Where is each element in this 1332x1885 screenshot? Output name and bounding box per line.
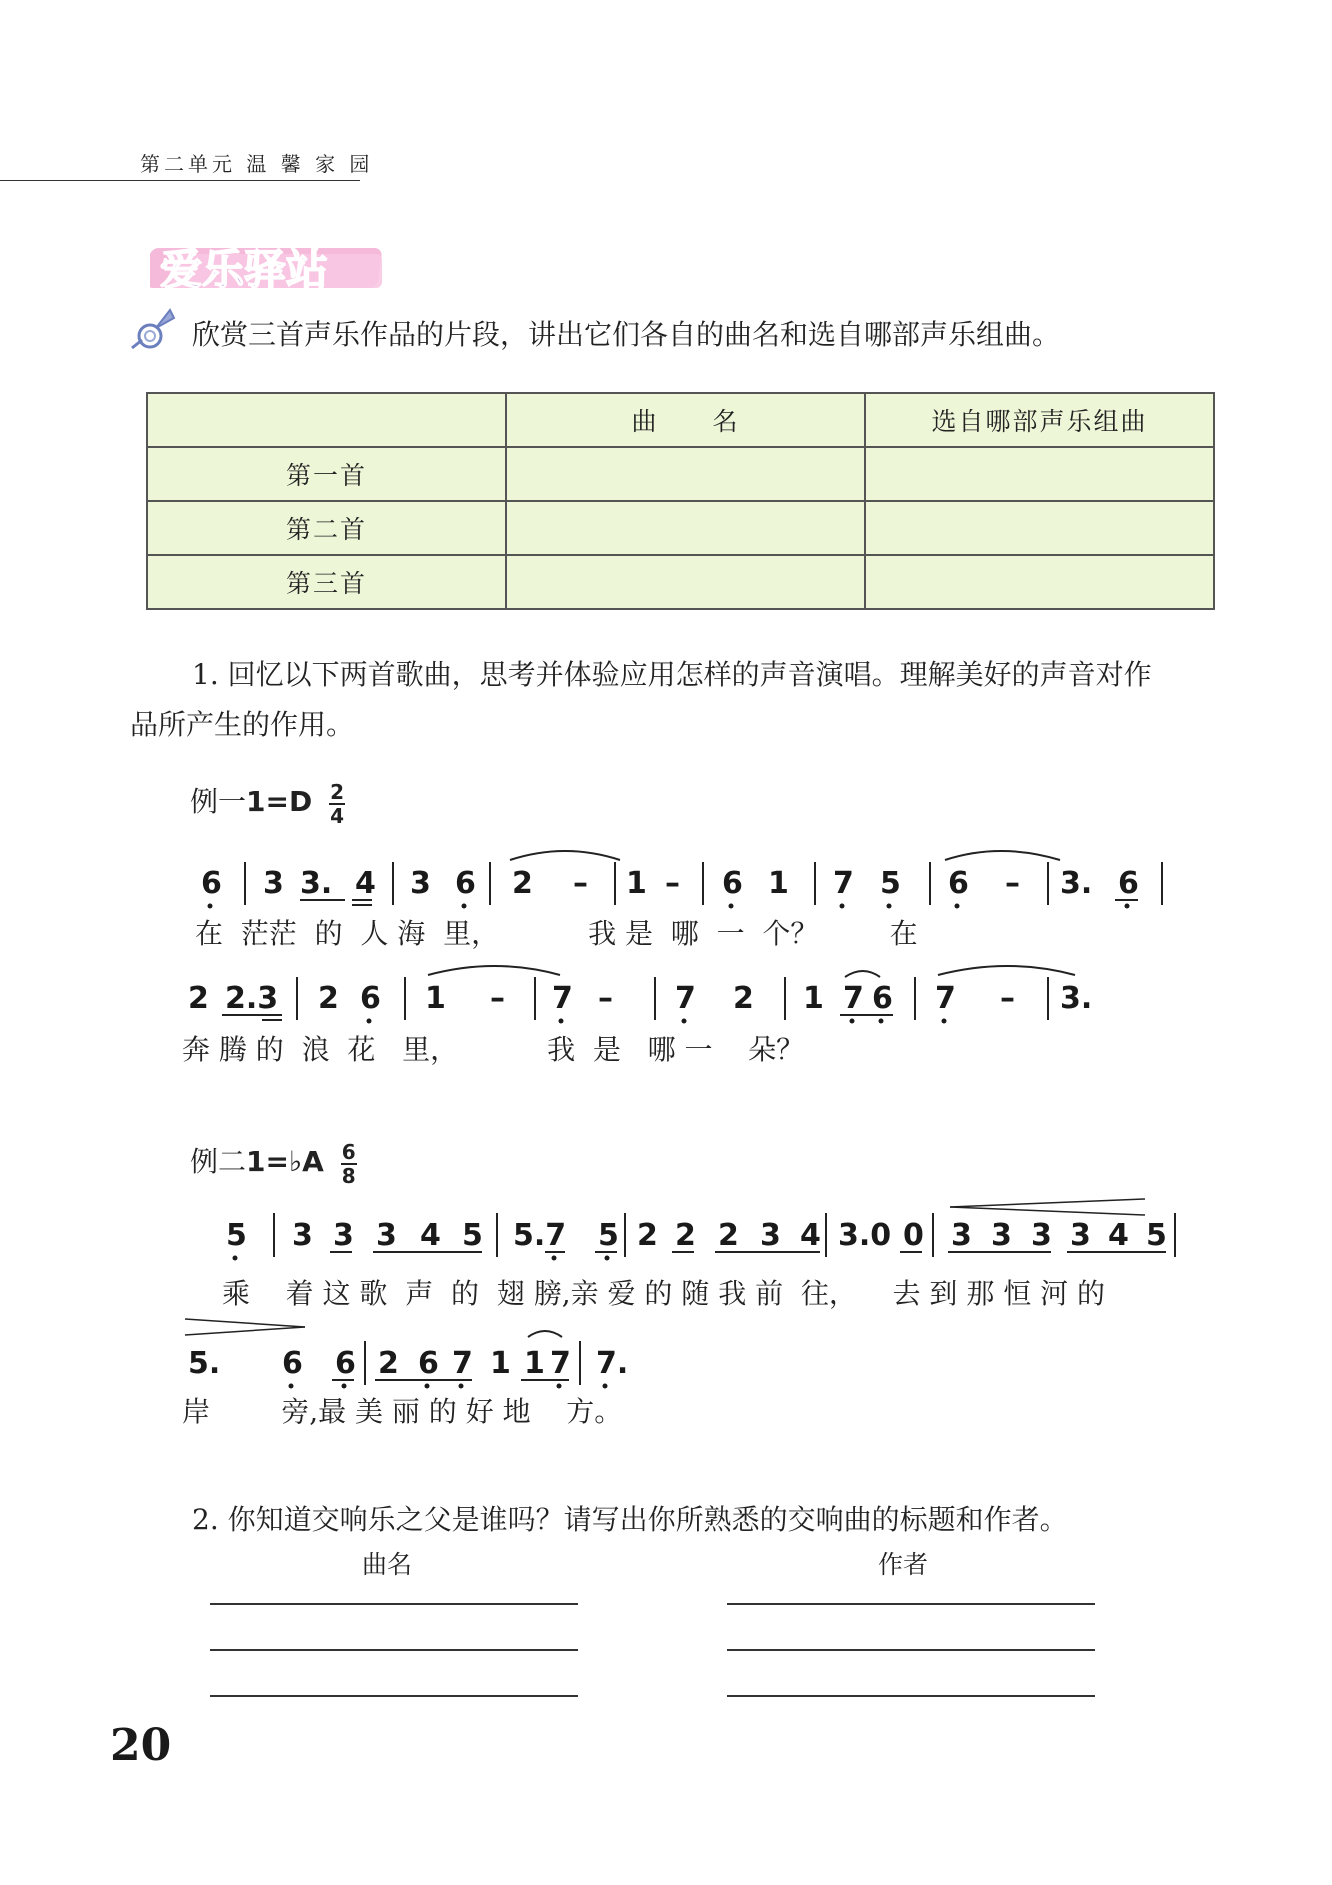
svg-text:2: 2	[733, 981, 754, 1016]
svg-text:3.0: 3.0	[838, 1218, 892, 1253]
lyrics-line: 乘 着 这 歌 声 的 翅 膀,亲 爱 的 随 我 前 往， 去 到 那 恒 河 的	[222, 1277, 1106, 1310]
svg-text:7.: 7.	[596, 1346, 629, 1381]
table-row	[147, 447, 1214, 501]
svg-text:3: 3	[1070, 1218, 1091, 1253]
answer-cell[interactable]	[865, 447, 1214, 501]
svg-text:2: 2	[637, 1218, 658, 1253]
svg-text:7: 7	[935, 981, 956, 1016]
time-signature	[329, 779, 345, 828]
example-1-label	[190, 780, 345, 826]
unit-header: 第二单元 温 馨 家 园	[140, 152, 374, 176]
answer-line[interactable]	[727, 1695, 1095, 1697]
lyrics-line: 在 茫茫 的 人 海 里， 我 是 哪 一 个？ 在	[195, 917, 918, 950]
svg-text:–: –	[1000, 981, 1015, 1016]
table-row	[147, 555, 1214, 609]
intro-text: 欣赏三首声乐作品的片段，讲出它们各自的曲名和选自哪部声乐组曲。	[192, 318, 1061, 351]
svg-text:7: 7	[843, 981, 864, 1016]
answer-line[interactable]	[727, 1649, 1095, 1651]
svg-text:4: 4	[355, 866, 376, 901]
score-line-4	[0, 1315, 1332, 1395]
table-row	[147, 501, 1214, 555]
score-line-3	[0, 1195, 1332, 1275]
notes	[201, 851, 1162, 909]
svg-text:6: 6	[948, 866, 969, 901]
table-header-cell: 曲 名	[506, 393, 865, 447]
svg-text:5.: 5.	[188, 1346, 221, 1381]
svg-text:6: 6	[455, 866, 476, 901]
time-signature	[341, 1139, 357, 1188]
svg-text:1: 1	[803, 981, 824, 1016]
notes	[185, 1319, 628, 1389]
svg-text:2: 2	[718, 1218, 739, 1253]
svg-text:5: 5	[226, 1218, 247, 1253]
svg-text:6: 6	[282, 1346, 303, 1381]
page-number: 20	[110, 1720, 172, 1771]
svg-text:2.3: 2.3	[225, 981, 279, 1016]
svg-text:2: 2	[378, 1346, 399, 1381]
svg-text:1: 1	[768, 866, 789, 901]
time-top: 6	[341, 1139, 356, 1164]
svg-text:–: –	[1005, 866, 1020, 901]
svg-text:6: 6	[360, 981, 381, 1016]
table-header-cell	[147, 393, 506, 447]
svg-text:3: 3	[263, 866, 284, 901]
svg-text:5: 5	[880, 866, 901, 901]
answer-cell[interactable]	[865, 501, 1214, 555]
time-bottom: 4	[330, 803, 345, 828]
section-logo	[150, 238, 390, 302]
answer-line[interactable]	[210, 1649, 578, 1651]
key-signature: 1=♭A	[246, 1145, 324, 1178]
svg-text:2: 2	[512, 866, 533, 901]
svg-text:0: 0	[903, 1218, 924, 1253]
svg-text:3.: 3.	[1060, 981, 1093, 1016]
table-header-cell: 选自哪部声乐组曲	[865, 393, 1214, 447]
svg-text:3: 3	[410, 866, 431, 901]
example-2-label	[190, 1140, 357, 1186]
question-1-line1: 1. 回忆以下两首歌曲，思考并体验应用怎样的声音演唱。理解美好的声音对作	[192, 658, 1152, 691]
svg-text:3.: 3.	[300, 866, 333, 901]
key-signature: 1=D	[246, 785, 313, 818]
notes	[226, 1199, 1175, 1261]
question-1-line2: 品所产生的作用。	[130, 708, 355, 741]
lyrics-line: 岸 旁,最 美 丽 的 好 地 方。	[182, 1395, 623, 1428]
row-label: 第一首	[147, 447, 506, 501]
svg-text:4: 4	[800, 1218, 821, 1253]
svg-text:7: 7	[452, 1346, 473, 1381]
svg-text:3: 3	[991, 1218, 1012, 1253]
svg-text:2: 2	[318, 981, 339, 1016]
svg-text:6: 6	[1118, 866, 1139, 901]
row-label: 第二首	[147, 501, 506, 555]
svg-text:7: 7	[552, 981, 573, 1016]
svg-text:7: 7	[550, 1346, 571, 1381]
svg-text:3: 3	[1031, 1218, 1052, 1253]
svg-text:5: 5	[1146, 1218, 1167, 1253]
time-bottom: 8	[341, 1163, 356, 1188]
svg-text:4: 4	[1108, 1218, 1129, 1253]
svg-text:2: 2	[188, 981, 209, 1016]
answer-cell[interactable]	[865, 555, 1214, 609]
table-header-row	[147, 393, 1214, 447]
svg-text:3: 3	[333, 1218, 354, 1253]
svg-text:2: 2	[675, 1218, 696, 1253]
question-2: 2. 你知道交响乐之父是谁吗？请写出你所熟悉的交响曲的标题和作者。	[192, 1503, 1068, 1536]
column-label-author: 作者	[878, 1550, 929, 1579]
svg-text:6: 6	[335, 1346, 356, 1381]
svg-text:4: 4	[420, 1218, 441, 1253]
svg-text:6: 6	[722, 866, 743, 901]
answer-cell[interactable]	[506, 447, 865, 501]
answer-table	[146, 392, 1215, 610]
logo-graphic	[150, 238, 390, 298]
svg-text:1: 1	[626, 866, 647, 901]
svg-text:6: 6	[201, 866, 222, 901]
answer-line[interactable]	[210, 1603, 578, 1605]
horn-icon	[128, 306, 178, 356]
svg-text:6: 6	[872, 981, 893, 1016]
lyrics-line: 奔 腾 的 浪 花 里， 我 是 哪 一 朵？	[182, 1033, 805, 1066]
example-label: 例二	[190, 1145, 247, 1178]
svg-text:–: –	[573, 866, 588, 901]
svg-text:1: 1	[524, 1346, 545, 1381]
row-label: 第三首	[147, 555, 506, 609]
svg-text:5: 5	[598, 1218, 619, 1253]
svg-text:3: 3	[760, 1218, 781, 1253]
answer-line[interactable]	[727, 1603, 1095, 1605]
answer-line[interactable]	[210, 1695, 578, 1697]
example-label: 例一	[190, 785, 247, 818]
svg-text:–: –	[598, 981, 613, 1016]
svg-text:7: 7	[833, 866, 854, 901]
svg-text:1: 1	[425, 981, 446, 1016]
svg-text:5: 5	[462, 1218, 483, 1253]
svg-text:–: –	[490, 981, 505, 1016]
notes	[188, 966, 1092, 1024]
svg-text:6: 6	[418, 1346, 439, 1381]
svg-text:–: –	[665, 866, 680, 901]
svg-text:5.7: 5.7	[513, 1218, 567, 1253]
svg-text:1: 1	[490, 1346, 511, 1381]
answer-cell[interactable]	[506, 555, 865, 609]
svg-text:3: 3	[951, 1218, 972, 1253]
svg-text:7: 7	[675, 981, 696, 1016]
logo-text: 爱乐驿站	[160, 245, 329, 294]
column-label-title: 曲名	[362, 1550, 413, 1579]
header-rule	[0, 180, 360, 181]
time-top: 2	[330, 779, 345, 804]
svg-text:3: 3	[376, 1218, 397, 1253]
svg-text:3: 3	[292, 1218, 313, 1253]
svg-text:3.: 3.	[1060, 866, 1093, 901]
answer-cell[interactable]	[506, 501, 865, 555]
